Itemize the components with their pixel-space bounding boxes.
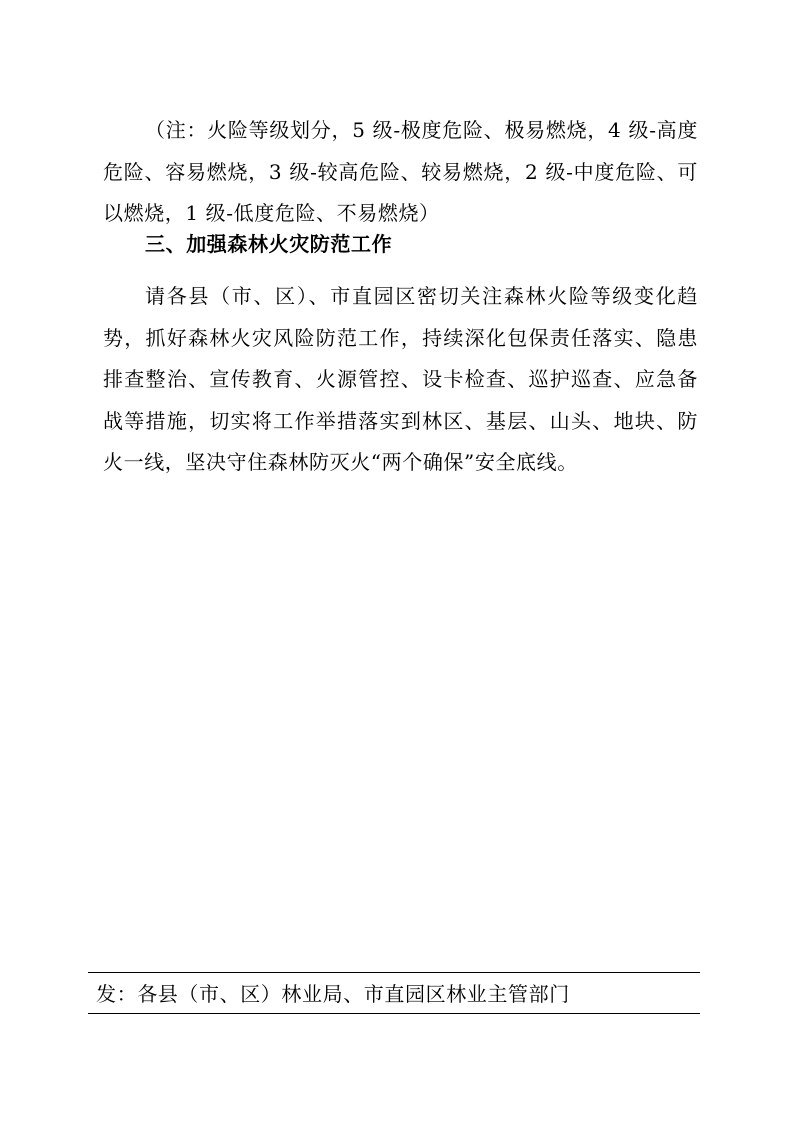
distribution-top-rule xyxy=(88,972,700,973)
distribution-line: 发：各县（市、区）林业局、市直园区林业主管部门 xyxy=(96,982,570,1006)
body-paragraph: 请各县（市、区）、市直园区密切关注森林火险等级变化趋势，抓好森林火灾风险防范工作，持续深化包保责任落实、隐患排查整治、宣传教育、火源管控、设卡检查、巡护巡查、应急备战等措施，切实将工作举措落实到林区、基层、山头、地块、防火一线，坚决守住森林防灭火“两个确保”安全底线。 xyxy=(103,284,698,475)
fire-risk-level-note: （注：火险等级划分，5 级-极度危险、极易燃烧，4 级-高度危险、容易燃烧，3 级-较高危险、较易燃烧，2 级-中度危险、可以燃烧，1 级-低度危险、不易燃烧） xyxy=(103,118,698,226)
section-heading: 三、加强森林火灾防范工作 xyxy=(145,232,393,256)
distribution-bottom-rule xyxy=(88,1013,700,1014)
